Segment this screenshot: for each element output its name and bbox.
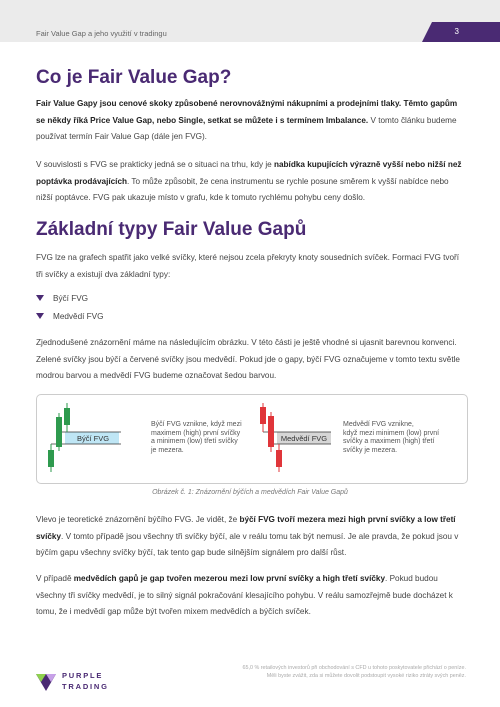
bull-gap-label: Býčí FVG <box>76 434 110 443</box>
logo-word-top: PURPLE <box>62 671 104 680</box>
page-number-tab <box>432 22 500 42</box>
paragraph-intro: Fair Value Gapy jsou cenové skoky způsobené nerovnovážnými nákupními a prodejními tlaky. Těmto gapům se někdy říká Price Value Gap, nebo Single, setkat se můžete i s termínem Imbalance. V tomto článku budeme používat termín Fair Value Gap (dále jen FVG). <box>36 99 458 141</box>
paragraph-supply-demand: V souvislosti s FVG se prakticky jedná se o situaci na trhu, kdy je nabídka kupujících výrazně vyšší nebo nižší než poptávka prodávajících. To může způsobit, že cena instrumentu se rychle posune směrem k vyšší nabídce nebo nižší poptávce. FVG pak ukazuje místo v grafu, kde k tomuto rychlému pohybu ceny došlo. <box>36 160 462 202</box>
risk-disclaimer: 65,0 % retailových investorů při obchodování s CFD u tohoto poskytovatele přichází o peníze. Měli byste zvážit, zda si můžete dovolit podstoupit vysoké riziko ztráty svých peněz. <box>242 665 466 679</box>
page-number: 3 <box>454 27 459 36</box>
paragraph-bear-explanation: V případě medvědích gapů je gap tvořen mezerou mezi low první svíčky a high třetí svíčky. Pokud budou všechny tři svíčky medvědí, je to silný signál pokračování klesajícího pohybu. V reálu samozřejmě bude docházet k tomu, že i medvědí gap může být tvořen mixem medvědích a býčích svíček. <box>36 574 453 616</box>
bullet-item-bull-fvg: Býčí FVG <box>36 293 88 305</box>
paragraph-fvg-formation: FVG lze na grafech spatřit jako velké svíčky, které nejsou zcela překryty knoty sousedních svíček. Formaci FVG tvoří tři svíčky a existují dva základní typy: <box>36 253 460 279</box>
fvg-illustration-figure <box>36 394 468 484</box>
logo-mark-icon <box>36 672 56 692</box>
bold-text: nabídka kupujících výrazně vyšší nebo nižší než poptávka prodávajících <box>36 160 462 186</box>
section-heading-what-is-fvg: Co je Fair Value Gap? <box>36 67 232 88</box>
bold-text: býčí FVG tvoří mezera mezi high první svíčky a low třetí svíčky <box>36 515 456 541</box>
bullet-item-bear-fvg: Medvědí FVG <box>36 311 104 323</box>
figure-caption: Obrázek č. 1: Znázornění býčích a medvědích Fair Value Gapů <box>152 489 348 496</box>
bear-candle-3 <box>276 450 282 467</box>
bold-text: Fair Value Gapy jsou cenové skoky způsobené nerovnovážnými nákupními a prodejními tlaky. Těmto gapům se někdy říká Price Value Gap, nebo Single, setkat se můžete i s termínem Imbalance. <box>36 99 458 125</box>
bear-candle-2 <box>268 416 274 447</box>
bull-fvg-description: Býčí FVG vznikne, když mezi maximem (high) první svíčky a minimem (low) třetí svíčky je mezera. <box>151 421 242 454</box>
page-header <box>0 0 500 42</box>
paragraph-color-convention: Zjednodušené znázornění máme na následujícím obrázku. V této části je ještě vhodné si ujasnit barevnou konvenci. Zelené svíčky jsou býčí a červené svíčky jsou medvědí. Pokud jde o gapy, býčí FVG označujeme v tomto textu světle modrou barvou a medvědí FVG budeme označovat šedou barvou. <box>36 338 460 380</box>
bear-gap-label: Medvědí FVG <box>280 434 328 443</box>
logo-word-bottom: TRADING <box>62 682 109 691</box>
bull-candle-2 <box>56 417 62 447</box>
bull-candle-1 <box>48 450 54 467</box>
document-title: Fair Value Gap a jeho využití v tradingu <box>36 29 167 38</box>
bear-fvg-description: Medvědí FVG vznikne, když mezi minimem (low) první svíčky a maximem (high) třetí svíčky je mezera. <box>343 421 440 454</box>
paragraph-bull-explanation: Vlevo je teoretické znázornění býčího FVG. Je vidět, že býčí FVG tvoří mezera mezi high první svíčky a low třetí svíčky. V tomto případě jsou všechny tři svíčky býčí, ale v reálu tomu tak být nemusí. Je ale pravda, že pokud jsou v býčím gapu všechny svíčky býčí, tak tento gap bude silnějším signálem pro další růst. <box>36 515 459 557</box>
bold-text: medvědích gapů je gap tvořen mezerou mezi low první svíčky a high třetí svíčky <box>73 574 386 583</box>
bear-candle-1 <box>260 407 266 424</box>
bull-candle-3 <box>64 408 70 425</box>
triangle-bullet-icon <box>36 295 44 301</box>
section-heading-basic-types: Základní typy Fair Value Gapů <box>36 219 307 240</box>
triangle-bullet-icon <box>36 313 44 319</box>
